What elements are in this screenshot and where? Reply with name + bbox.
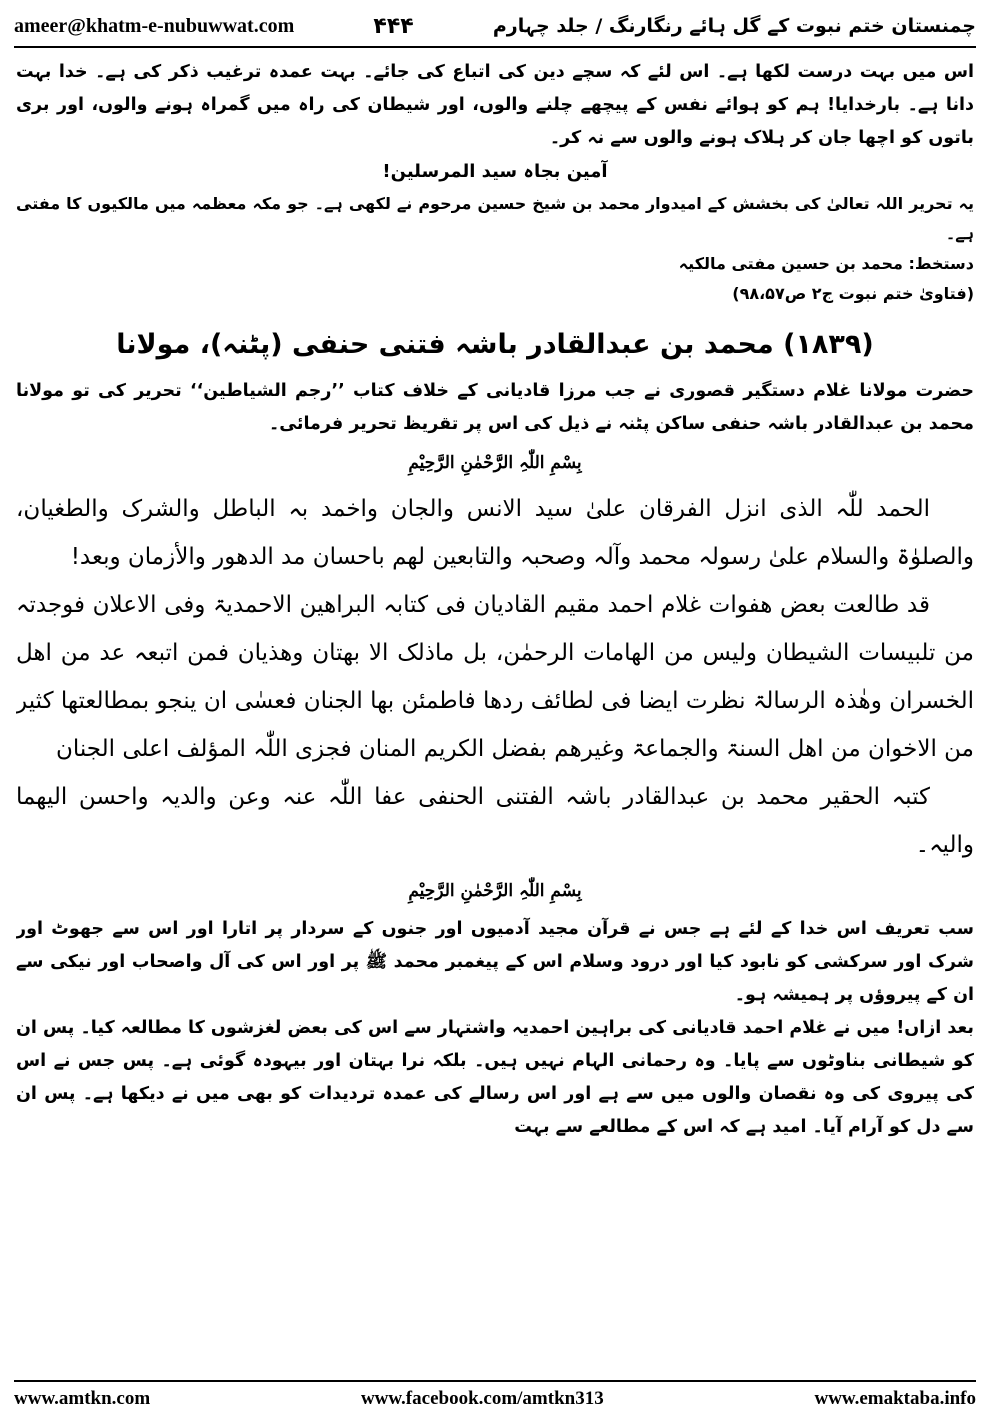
arabic-paragraph-3: کتبہ الحقیر محمد بن عبدالقادر باشہ الفتنی الحنفی عفا اللّٰہ عنہ وعن والدیہ واحسن الیھما والیہ۔: [16, 784, 974, 858]
section-heading: (۱۸۳۹) محمد بن عبدالقادر باشہ فتنی حنفی (پٹنہ)، مولانا: [116, 329, 874, 360]
urdu-translation-2: بعد ازاں! میں نے غلام احمد قادیانی کی براہین احمدیہ واشتہار سے اس کی بعض لغزشوں کا مطالعہ کیا۔ پس ان کو شیطانی بناوٹوں سے پایا۔ وہ رحمانی الہام نہیں ہیں۔ بلکہ نرا بہتان اور بیہودہ گوئی ہے۔ پس جس نے اس کی پیروی کی وہ نقصان والوں میں سے ہے اور اس رسالے کی عمدہ تردیدات کو بھی میں نے دیکھا ہے۔ پس ان سے دل کو آرام آیا۔ امید ہے کہ اس کے مطالعے سے بہت: [16, 1018, 974, 1137]
signature: دستخط: محمد بن حسین مفتی مالکیہ: [678, 254, 974, 273]
bismillah-2: بِسْمِ اللّٰہِ الرَّحْمٰنِ الرَّحِیْمِ: [408, 881, 582, 901]
page-footer: [14, 1380, 976, 1416]
arabic-paragraph-2: قد طالعت بعض ھفوات غلام احمد مقیم القادیان فی کتابہ البراھین الاحمدیۃ وفی الاعلان فوجدتہ من تلبیسات الشیطان ولیس من الھامات الرحمٰن، بل ماذلک الا بھتان وھذیان فمن اتبعہ عد من اھل الخسران وھٰذہ الرسالۃ نظرت ایضا فی لطائف ردھا فاطمئن بھا الجنان فعسٰی ان ینجو بمطالعتھا کثیر من الاخوان من اھل السنۃ والجماعۃ وغیرھم بفضل الکریم المنان فجزی اللّٰہ المؤلف اعلی الجنان: [16, 592, 974, 762]
footer-link-right[interactable]: www.emaktaba.info: [814, 1388, 976, 1409]
page-number: ۴۴۴: [373, 13, 414, 39]
section-intro: حضرت مولانا غلام دستگیر قصوری نے جب مرزا قادیانی کے خلاف کتاب ’’رجم الشیاطین‘‘ تحریر کی تو مولانا محمد بن عبدالقادر باشہ حنفی ساکن پٹنہ نے ذیل کی اس پر تقریظ تحریر فرمائی۔: [16, 381, 974, 434]
arabic-paragraph-1: الحمد للّٰہ الذی انزل الفرقان علیٰ سید الانس والجان واخمد بہ الباطل والشرک والطغیان، والصلوٰۃ والسلام علیٰ رسولہ محمد وآلہ وصحبہ والتابعین لھم باحسان مد الدھور والأزمان وبعد!: [16, 496, 974, 570]
page-header: [14, 6, 976, 48]
opening-paragraph: اس میں بہت درست لکھا ہے۔ اس لئے کہ سچے دین کی اتباع کی جائے۔ بہت عمدہ ترغیب ذکر کی ہے۔ خدا بہت دانا ہے۔ بارخدایا! ہم کو ہوائے نفس کے پیچھے چلنے والوں، اور شیطان کی راہ میں گمراہ ہونے والوں، اور بری باتوں کو اچھا جان کر ہلاک ہونے والوں سے نہ کر۔: [16, 62, 974, 148]
page-content: [16, 56, 974, 1374]
footer-link-center[interactable]: www.facebook.com/amtkn313: [360, 1388, 604, 1409]
ameen-line: آمین بجاہ سید المرسلین!: [382, 161, 608, 182]
urdu-translation-1: سب تعریف اس خدا کے لئے ہے جس نے قرآن مجید آدمیوں اور جنوں کے سردار پر اتارا اور اس سے جھوٹ اور شرک اور سرکشی کو نابود کیا اور درود وسلام اس کے پیغمبر محمد ﷺ پر اور اس کی آل واصحاب اور نیکی سے ان کے پیروؤں پر ہمیشہ ہو۔: [16, 919, 974, 1005]
book-title: چمنستان ختم نبوت کے گل ہائے رنگارنگ / جلد چہارم: [492, 15, 976, 37]
footer-link-left[interactable]: www.amtkn.com: [14, 1388, 151, 1409]
reference: (فتاویٰ ختم نبوت ج۲ ص۹۸،۵۷): [732, 284, 974, 303]
author-note: یہ تحریر اللہ تعالیٰ کی بخشش کے امیدوار محمد بن شیخ حسین مرحوم نے لکھی ہے۔ جو مکہ معظمہ میں مالکیوں کا مفتی ہے۔: [16, 194, 974, 243]
header-email: ameer@khatm-e-nubuwwat.com: [14, 14, 295, 37]
bismillah-1: بِسْمِ اللّٰہِ الرَّحْمٰنِ الرَّحِیْمِ: [408, 453, 582, 473]
